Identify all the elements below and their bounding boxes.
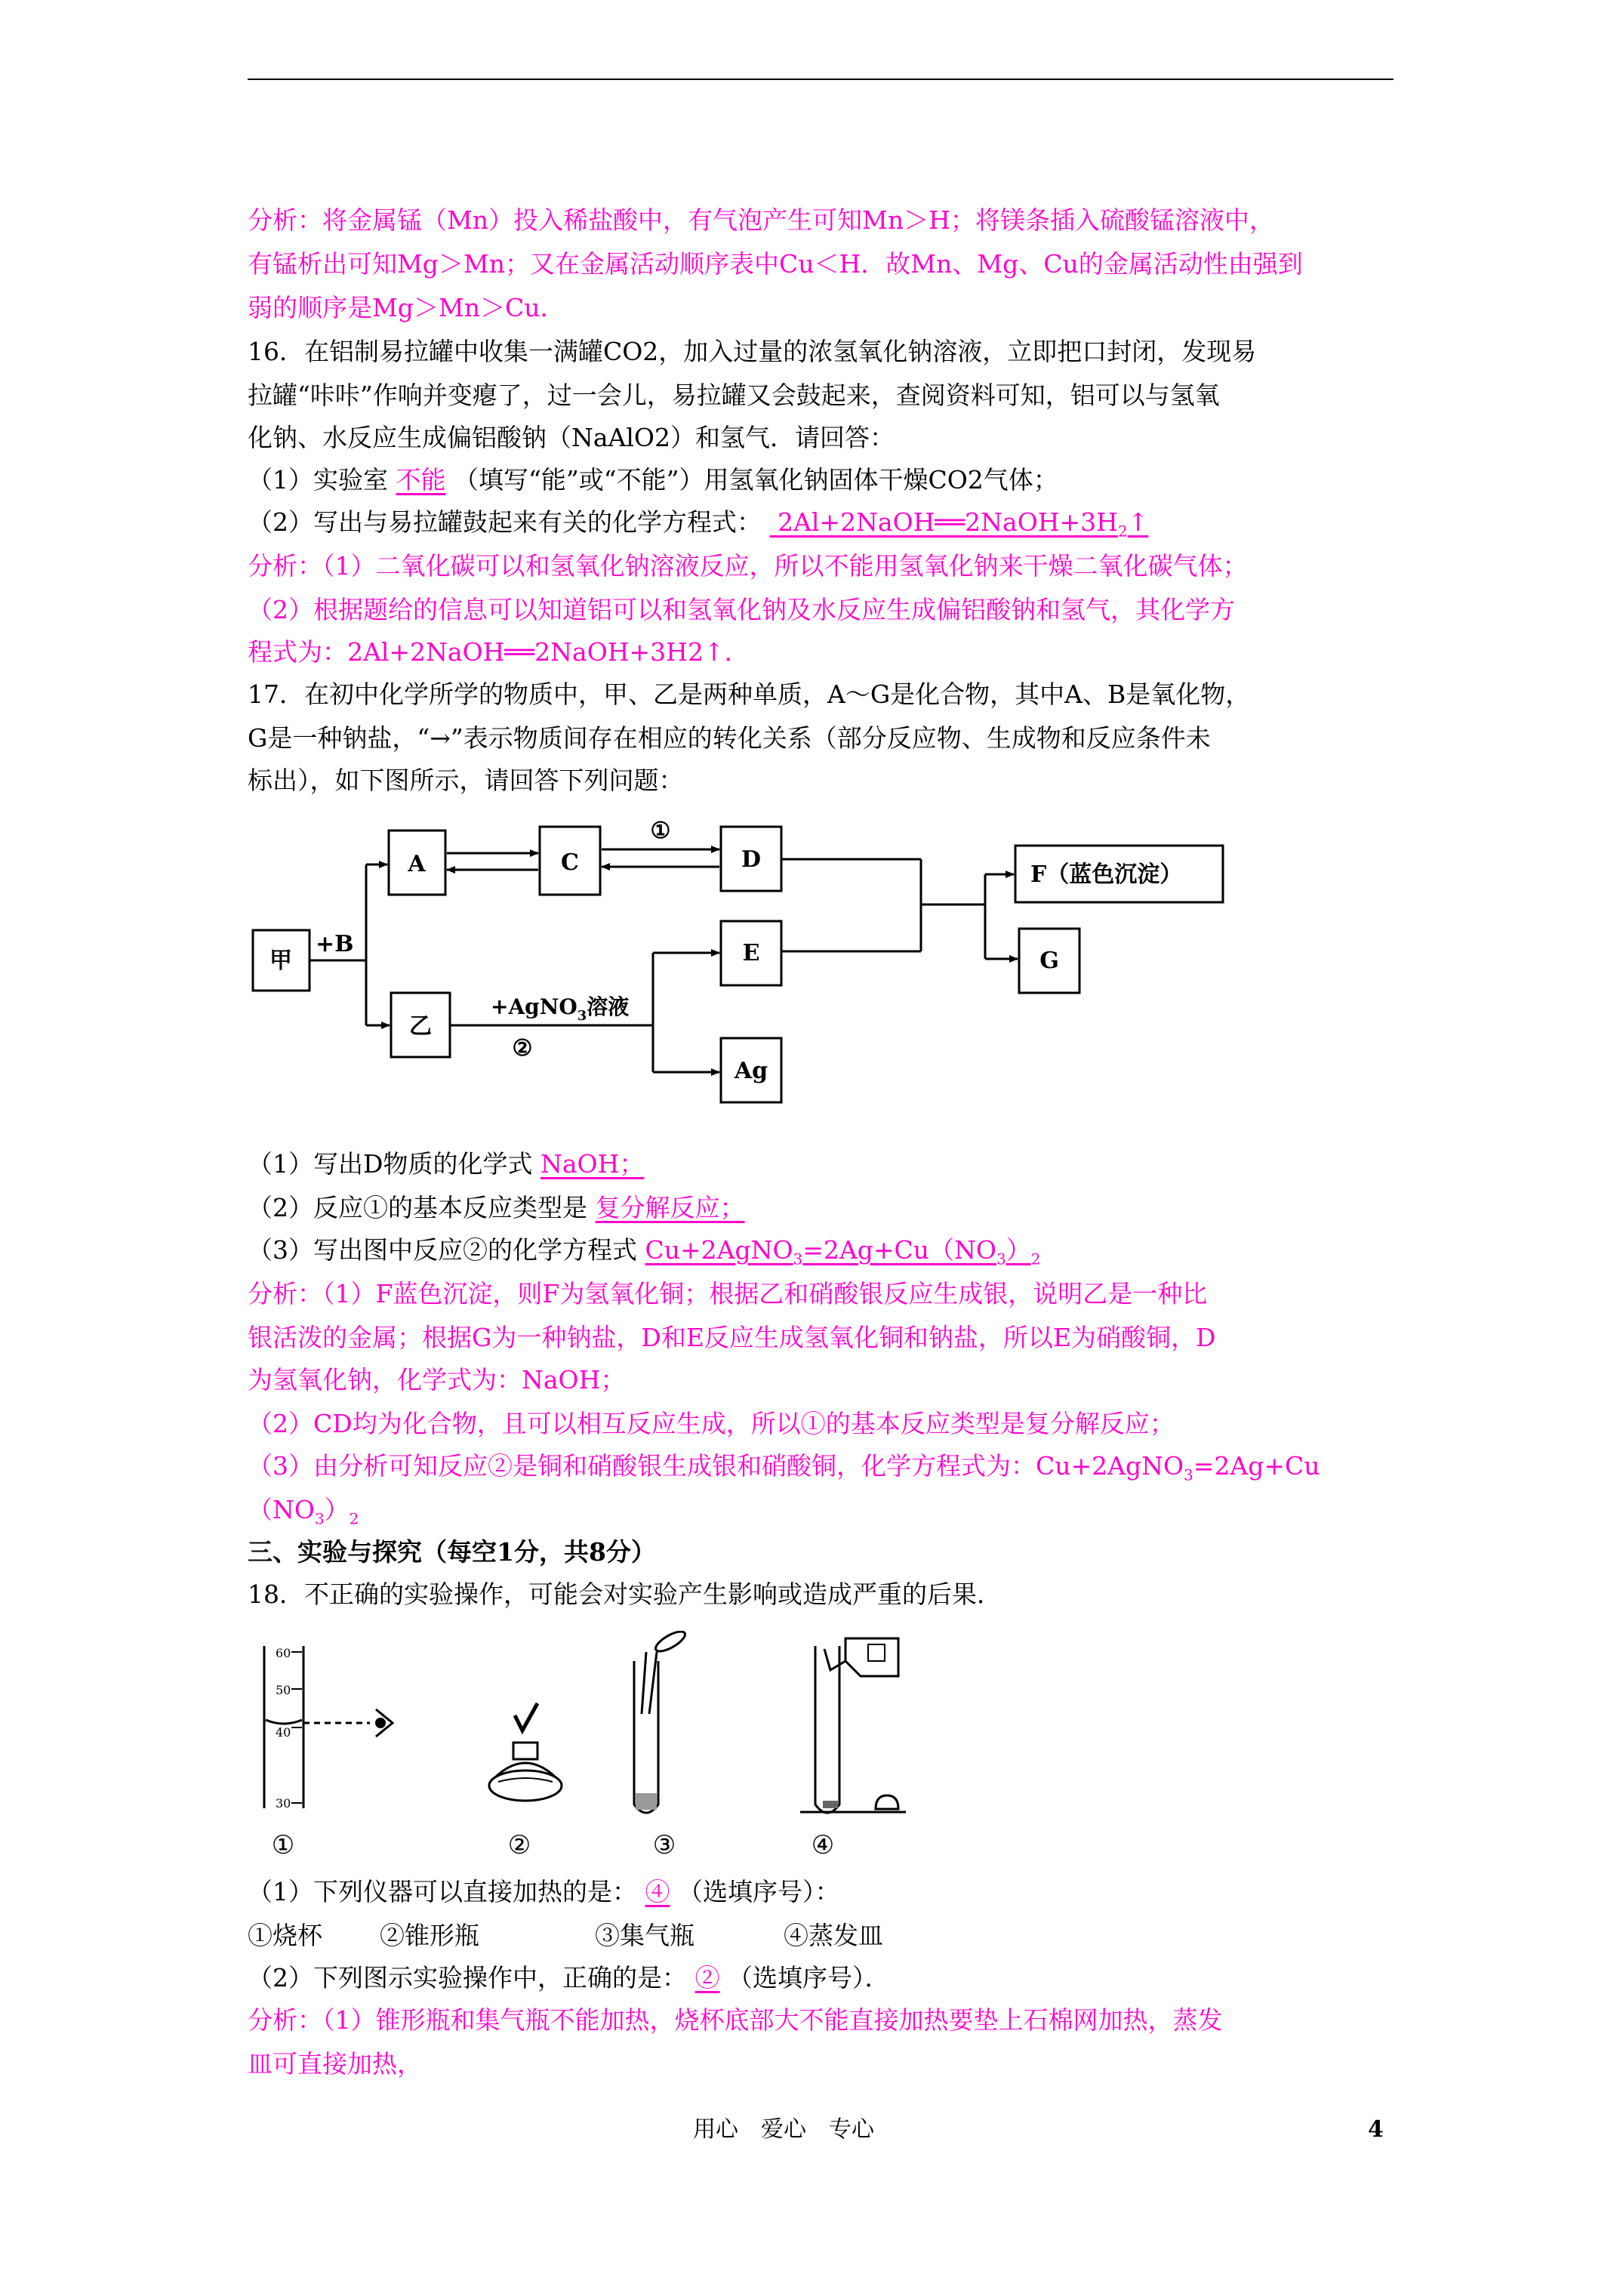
q17-stem-line-2: G是一种钠盐，“→”表示物质间存在相应的转化关系（部分反应物、生成物和反应条件未 xyxy=(248,723,1211,753)
fig-label-3: ③ xyxy=(652,1830,676,1860)
q17-s2-prefix: （2）反应①的基本反应类型是 xyxy=(248,1193,587,1222)
q17-an6-b: ） xyxy=(324,1495,350,1524)
q17-analysis-line-3: 为氢氧化钠，化学式为：NaOH； xyxy=(248,1365,626,1395)
q17-s3-prefix: （3）写出图中反应②的化学方程式 xyxy=(248,1235,637,1265)
q17-s1-prefix: （1）写出D物质的化学式 xyxy=(248,1149,533,1179)
q16-s1-suffix: （填写“能”或“不能”）用氢氧化钠固体干燥CO2气体； xyxy=(454,465,1058,495)
q17-s3-answer-a: Cu+2AgNO xyxy=(645,1235,793,1265)
page-number: 4 xyxy=(1368,2116,1384,2143)
q16-stem-line-1: 16．在铝制易拉罐中收集一满罐CO2，加入过量的浓氢氧化钠溶液，立即把口封闭，发现易 xyxy=(248,337,1257,366)
q17-an5-a: （3）由分析可知反应②是铜和硝酸银生成银和硝酸铜，化学方程式为：Cu+2AgNO xyxy=(248,1451,1184,1481)
q18-s2-prefix: （2）下列图示实验操作中，正确的是： xyxy=(248,1963,687,1992)
cyl-tick-40: 40 xyxy=(276,1725,291,1740)
q18-option-2: ②锥形瓶 xyxy=(380,1921,479,1950)
q17-conversion-diagram xyxy=(242,808,1238,1140)
q17-s3-answer-b: =2Ag+Cu（NO xyxy=(802,1235,996,1265)
label-d: D xyxy=(741,846,762,873)
q17-an5-sub: 3 xyxy=(1184,1465,1193,1484)
q18-analysis-line-1: 分析：（1）锥形瓶和集气瓶不能加热，烧杯底部大不能直接加热要垫上石棉网加热，蒸发 xyxy=(248,2005,1223,2035)
q16-analysis-line-3: 程式为：2Al+2NaOH══2NaOH+3H2↑． xyxy=(248,637,750,667)
q17-analysis-line-6 xyxy=(248,1495,359,1534)
q16-s2-prefix: （2）写出与易拉罐鼓起来有关的化学方程式： xyxy=(248,507,762,537)
q17-s2-answer: 复分解反应； xyxy=(595,1193,745,1222)
footer-motto: 用心 爱心 专心 xyxy=(693,2116,874,2143)
label-c: C xyxy=(561,849,579,876)
label-plus-b: +B xyxy=(316,931,354,957)
q18-s1-suffix: （选填序号）： xyxy=(678,1877,840,1906)
fig-label-1: ① xyxy=(271,1830,295,1860)
q18-operation-figures xyxy=(242,1631,921,1865)
q17-an6-a: （NO xyxy=(248,1495,315,1524)
q17-analysis-line-1: 分析：（1）F蓝色沉淀，则F为氢氧化铜；根据乙和硝酸银反应生成银，说明乙是一种比 xyxy=(248,1279,1208,1308)
q16-s2-answer-b: ↑ xyxy=(1127,507,1149,537)
eye-icon xyxy=(375,1718,386,1728)
q18-s1-prefix: （1）下列仪器可以直接加热的是： xyxy=(248,1877,637,1906)
q15-analysis-line-3: 弱的顺序是Mg＞Mn＞Cu． xyxy=(248,293,565,322)
q18-s1-answer: ④ xyxy=(645,1877,670,1906)
q18-s2-suffix: （选填序号）． xyxy=(728,1963,890,1992)
q18-option-1: ①烧杯 xyxy=(248,1921,322,1950)
q16-analysis-line-1: 分析：（1）二氧化碳可以和氢氧化钠溶液反应，所以不能用氢氧化钠来干燥二氧化碳气体； xyxy=(248,551,1248,581)
q17-an6-sub1: 3 xyxy=(314,1509,325,1528)
label-e: E xyxy=(742,940,760,966)
fig-label-2: ② xyxy=(507,1830,531,1860)
label-jia: 甲 xyxy=(269,948,292,974)
label-g: G xyxy=(1039,948,1059,974)
q16-s2-answer xyxy=(770,507,1149,541)
label-a: A xyxy=(408,851,426,877)
label-reaction-2: ② xyxy=(512,1035,533,1062)
q17-stem-line-1: 17．在初中化学所学的物质中，甲、乙是两种单质，A～G是化合物，其中A、B是氧化物， xyxy=(248,680,1251,709)
q18-sub-question-1 xyxy=(248,1877,840,1907)
q17-analysis-line-2: 银活泼的金属；根据G为一种钠盐，D和E反应生成氢氧化铜和钠盐，所以E为硝酸铜，D xyxy=(248,1323,1216,1352)
q16-s1-prefix: （1）实验室 xyxy=(248,465,388,495)
label-yi: 乙 xyxy=(409,1013,432,1040)
pouring-bottle-figure xyxy=(800,1638,906,1813)
q16-sub-question-1 xyxy=(248,465,1058,495)
label-f: F（蓝色沉淀） xyxy=(1030,861,1183,888)
fig-label-4: ④ xyxy=(811,1830,835,1860)
section-3-heading: 三、实验与探究（每空1分，共8分） xyxy=(248,1537,656,1567)
q16-stem-line-3: 化钠、水反应生成偏铝酸钠（NaAlO2）和氢气．请回答： xyxy=(248,423,895,452)
label-agno3-main: +AgNO xyxy=(491,994,577,1019)
q17-analysis-line-5 xyxy=(248,1451,1320,1490)
q17-s1-answer: NaOH； xyxy=(540,1149,645,1179)
q16-sub-question-2 xyxy=(248,507,1148,547)
q16-s1-answer: 不能 xyxy=(396,465,446,495)
q18-s2-answer: ② xyxy=(694,1963,720,1992)
label-ag: Ag xyxy=(734,1058,768,1084)
q17-an5-b: =2Ag+Cu xyxy=(1193,1451,1320,1481)
q15-analysis-line-1: 分析：将金属锰（Mn）投入稀盐酸中，有气泡产生可知Mn＞H；将镁条插入硫酸锰溶液中， xyxy=(248,205,1274,235)
q18-stem: 18．不正确的实验操作，可能会对实验产生影响或造成严重的后果． xyxy=(248,1579,1002,1609)
test-tube-dropper-figure xyxy=(634,1631,688,1813)
q17-s3-answer-sub1: 3 xyxy=(793,1250,803,1268)
q17-s3-answer-c: ） xyxy=(1006,1235,1031,1265)
label-agno3-post: 溶液 xyxy=(587,994,630,1019)
cyl-tick-60: 60 xyxy=(276,1646,291,1660)
q16-analysis-line-2: （2）根据题给的信息可以知道铝可以和氢氧化钠及水反应生成偏铝酸钠和氢气，其化学方 xyxy=(248,595,1235,624)
q17-sub-question-3 xyxy=(248,1235,1040,1274)
q16-stem-line-2: 拉罐“咔咔”作响并变瘪了，过一会儿，易拉罐又会鼓起来，查阅资料可知，铝可以与氢氧 xyxy=(248,381,1220,410)
q17-s3-answer xyxy=(645,1235,1041,1268)
q18-sub-question-2 xyxy=(248,1963,890,1993)
q18-option-4: ④蒸发皿 xyxy=(784,1921,883,1950)
q15-analysis-line-2: 有锰析出可知Mg＞Mn；又在金属活动顺序表中Cu＜H．故Mn、Mg、Cu的金属活动性由强到 xyxy=(248,249,1303,279)
label-agno3 xyxy=(491,994,629,1024)
cyl-tick-50: 50 xyxy=(276,1683,291,1697)
q17-sub-question-1 xyxy=(248,1149,644,1179)
label-agno3-sub: 3 xyxy=(577,1008,587,1024)
q18-option-3: ③集气瓶 xyxy=(595,1921,694,1950)
q17-analysis-line-4: （2）CD均为化合物，且可以相互反应生成，所以①的基本反应类型是复分解反应； xyxy=(248,1409,1175,1438)
q17-an6-sub2: 2 xyxy=(349,1509,359,1528)
q17-stem-line-3: 标出），如下图所示，请回答下列问题： xyxy=(248,766,684,795)
q17-s3-answer-sub2: 3 xyxy=(996,1250,1006,1268)
alcohol-lamp-figure xyxy=(489,1703,562,1801)
q18-options xyxy=(248,1921,883,1951)
q16-s2-answer-a: 2Al+2NaOH══2NaOH+3H xyxy=(778,507,1118,537)
cyl-tick-30: 30 xyxy=(276,1796,291,1811)
label-reaction-1: ① xyxy=(650,818,671,844)
q17-s3-answer-sub3: 2 xyxy=(1030,1250,1041,1268)
header-rule xyxy=(248,79,1394,80)
q17-sub-question-2 xyxy=(248,1193,745,1223)
measuring-cylinder-figure xyxy=(264,1646,393,1811)
q18-analysis-line-2: 皿可直接加热， xyxy=(248,2049,422,2079)
q16-s2-answer-sub: 2 xyxy=(1117,522,1128,541)
